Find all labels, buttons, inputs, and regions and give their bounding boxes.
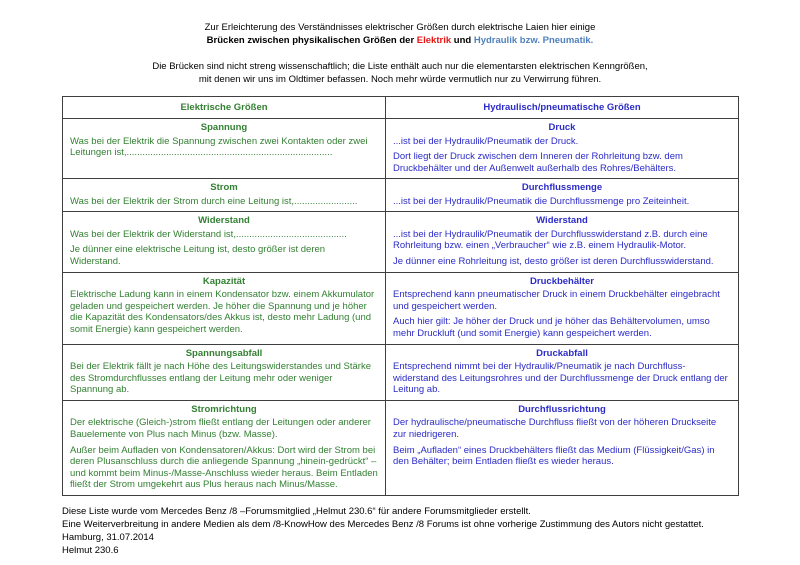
table-row (63, 119, 739, 179)
cell-title: Kapazität (202, 275, 246, 287)
intro-title-line (0, 34, 800, 47)
intro-line4: mit denen wir uns im Oldtimer befassen. Noch mehr würde vermutlich nur zu Verwirrung führen. (198, 74, 602, 85)
cell-widerstand-elektrisch (63, 212, 386, 272)
cell-druckabfall (386, 344, 739, 400)
table-row (63, 272, 739, 344)
cell-title: Widerstand (198, 215, 250, 227)
table-row (63, 344, 739, 400)
header-elektrische-groessen: Elektrische Größen (63, 97, 386, 119)
footer-copyright: Eine Weiterverbreitung in andere Medien als dem /8-KnowHow des Mercedes Benz /8 Forums ist ohne vorherige Zustimmung des Autors nicht gestattet. (62, 518, 704, 530)
cell-widerstand-hydraulisch (386, 212, 739, 272)
cell-title: Druckbehälter (530, 275, 594, 287)
cell-spannung (63, 119, 386, 179)
footer-place-date: Hamburg, 31.07.2014 (62, 531, 154, 543)
cell-paragraph: Der hydraulische/pneumatische Durchfluss fließt von der höheren Druckseite zur niedrigeren. (393, 417, 717, 440)
cell-paragraph: Entsprechend kann pneumatischer Druck in einem Druckbehälter eingebracht und gespeichert werden. (393, 289, 720, 312)
cell-strom (63, 179, 386, 212)
intro-title-elektrik: Elektrik (416, 35, 452, 46)
table-row (63, 212, 739, 272)
cell-paragraph: Was bei der Elektrik der Widerstand ist,.......................................... (70, 228, 347, 240)
footer-block (62, 505, 800, 557)
cell-paragraph: Je dünner eine Rohrleitung ist, desto größer ist deren Durchflusswiderstand. (393, 256, 714, 268)
cell-druckbehaelter (386, 272, 739, 344)
intro-title-prefix: Brücken zwischen physikalischen Größen der (206, 35, 417, 46)
cell-druck (386, 119, 739, 179)
cell-paragraph: Je dünner eine elektrische Leitung ist, desto größer ist deren Widerstand. (70, 244, 326, 268)
cell-durchflussmenge (386, 179, 739, 212)
cell-paragraph: Der elektrische (Gleich-)strom fließt entlang der Leitungen oder anderer Bauelemente von Plus nach Minus (bzw. Masse). (70, 417, 371, 440)
intro-title-mid: und (451, 35, 474, 46)
cell-paragraph: Außer beim Aufladen von Kondensatoren/Akkus: Dort wird der Strom bei deren Plusanschluss durch die anliegende Spannung „hinein-gedrückt“ – und kommt beim Minus-/Masse-Anschluss wieder heraus. Beim Entladen fließt der Strom umgekehrt aus Plus heraus nach Minus/Masse. (70, 444, 378, 491)
intro-line1: Zur Erleichterung des Verständnisses elektrischer Größen durch elektrische Laien hier einige (204, 22, 596, 33)
cell-paragraph: ...ist bei der Hydraulik/Pneumatik der Durchflusswiderstand z.B. durch eine Rohrleitung bzw. einen „Verbraucher“ wie z.B. einem Hydraulik-Motor. (393, 228, 708, 252)
cell-title: Stromrichtung (191, 403, 257, 415)
footer-author: Helmut 230.6 (62, 544, 119, 556)
table-row (63, 400, 739, 495)
table-row (63, 179, 739, 212)
cell-title: Durchflussmenge (521, 182, 603, 194)
cell-paragraph: Elektrische Ladung kann in einem Kondensator bzw. einem Akkumulator geladen und gespeichert werden. Je höher die Spannung und je höher die Kapazität des Kondensators/des Akkus ist, desto mehr Ladung (und somit Energie) kann gespeichert werden. (70, 289, 375, 335)
cell-title: Spannungsabfall (185, 347, 263, 359)
intro-title-hydraulik: Hydraulik bzw. Pneumatik. (473, 35, 594, 46)
cell-title: Druckabfall (536, 347, 588, 359)
cell-paragraph: Was bei der Elektrik der Strom durch eine Leitung ist,........................ (70, 195, 358, 207)
cell-title: Spannung (200, 122, 248, 133)
cell-spannungsabfall (63, 344, 386, 400)
cell-paragraph: Dort liegt der Druck zwischen dem Inneren der Rohrleitung bzw. dem Druckbehälter und der Außenwelt außerhalb des Rohres/Behälters. (393, 151, 683, 174)
cell-title: Strom (210, 182, 238, 194)
cell-title: Durchflussrichtung (518, 403, 606, 415)
comparison-table (62, 96, 739, 496)
intro-line3: Die Brücken sind nicht streng wissenschaftlich; die Liste enthält auch nur die elementarsten elektrischen Kenngrößen, (152, 61, 648, 72)
footer-attribution: Diese Liste wurde vom Mercedes Benz /8 –Forumsmitglied „Helmut 230.6“ für andere Forumsmitglieder erstellt. (62, 505, 531, 517)
cell-paragraph: ...ist bei der Hydraulik/Pneumatik der Druck. (393, 135, 579, 147)
header-hydraulische-groessen: Hydraulisch/pneumatische Größen (386, 97, 739, 119)
intro-block (0, 0, 800, 86)
cell-durchflussrichtung (386, 400, 739, 495)
cell-paragraph: ...ist bei der Hydraulik/Pneumatik die Durchflussmenge pro Zeiteinheit. (393, 195, 690, 207)
table-header-row (63, 97, 739, 119)
cell-kapazitaet (63, 272, 386, 344)
cell-title: Druck (548, 122, 576, 133)
cell-stromrichtung (63, 400, 386, 495)
cell-paragraph: Entsprechend nimmt bei der Hydraulik/Pneumatik je nach Durchfluss-widerstand des Leitungsrohres und der Durchflussmenge der Druck entlang der Leitung ab. (393, 361, 728, 396)
cell-paragraph: Was bei der Elektrik die Spannung zwischen zwei Kontakten oder zwei Leitungen ist,.............................................................................. (70, 135, 368, 159)
cell-title: Widerstand (536, 215, 588, 227)
cell-paragraph: Auch hier gilt: Je höher der Druck und je höher das Behältervolumen, umso mehr Druckluft (und somit Energie) kann gespeichert werden. (393, 316, 710, 339)
cell-paragraph: Bei der Elektrik fällt je nach Höhe des Leitungswiderstandes und Stärke des Stromdurchflusses entlang der Leitung mehr oder weniger Spannung ab. (70, 361, 372, 396)
cell-paragraph: Beim „Aufladen“ eines Druckbehälters fließt das Medium (Flüssigkeit/Gas) in den Behälter; beim Entladen fließt es wieder heraus. (393, 444, 715, 468)
